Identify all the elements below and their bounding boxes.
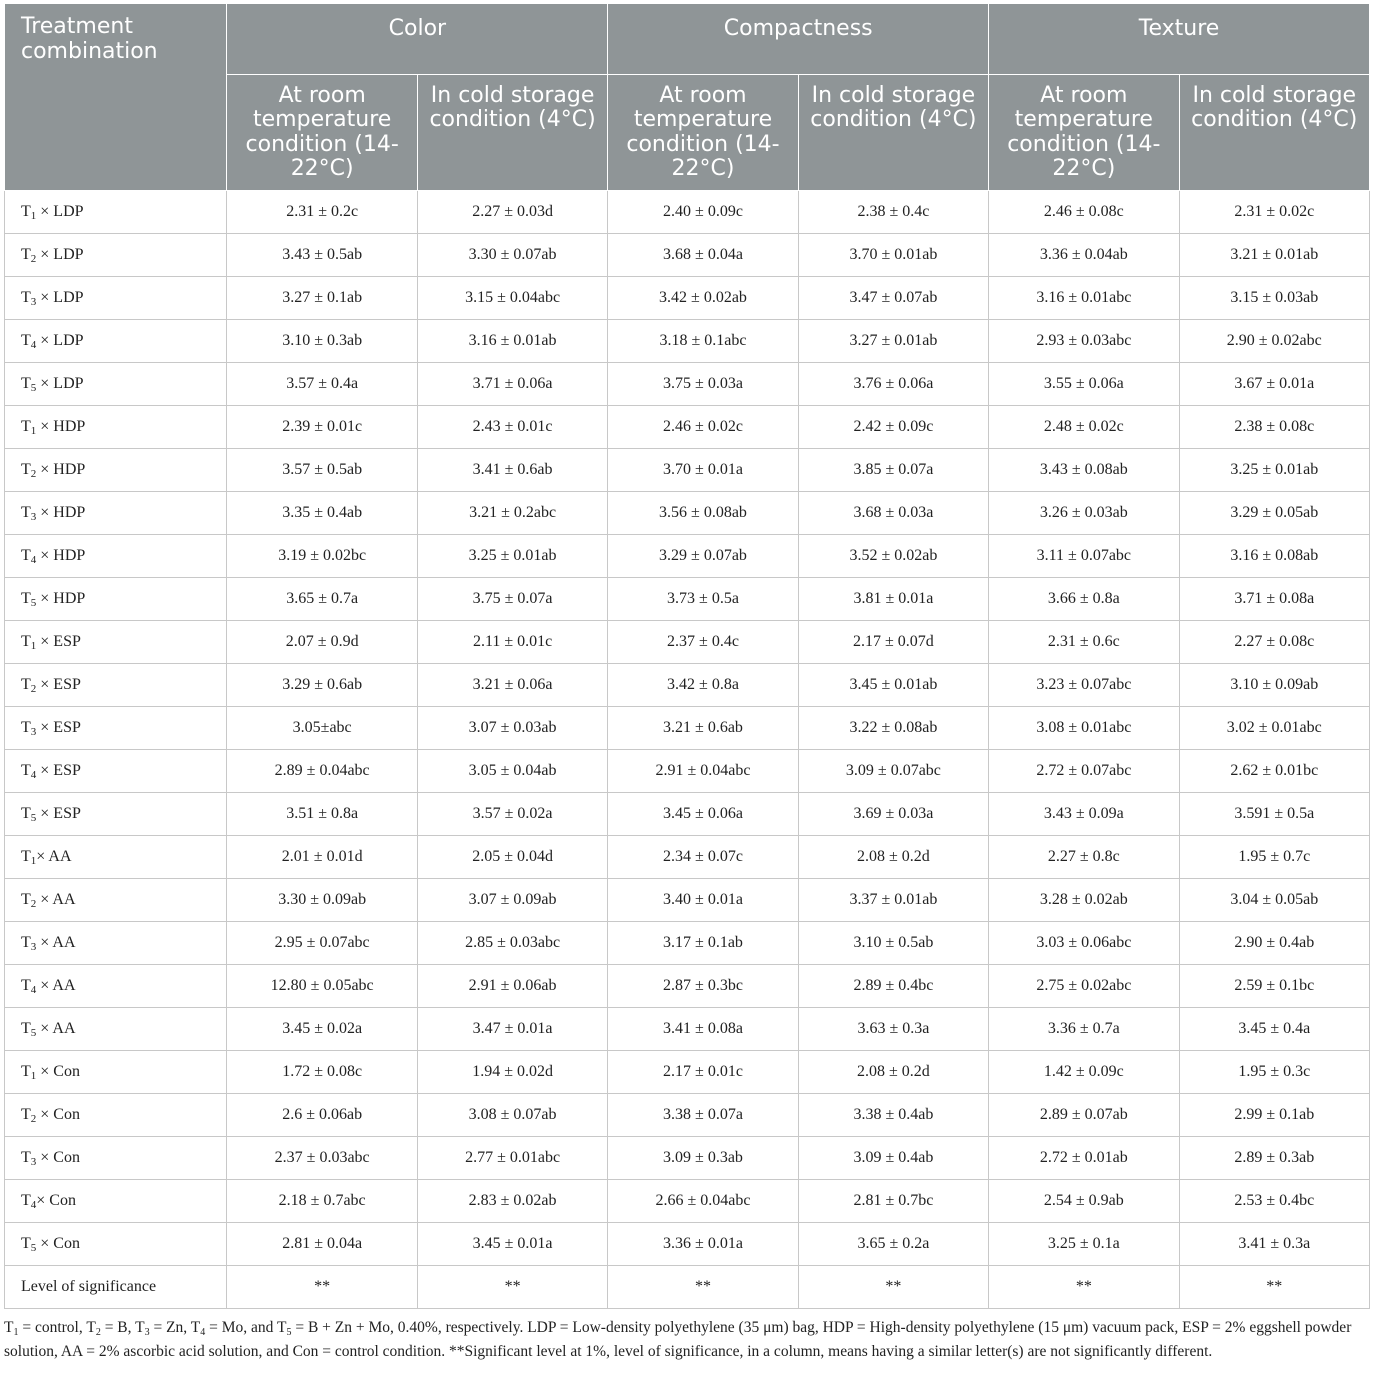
table-cell: 3.51 ± 0.8a xyxy=(227,792,417,835)
table-cell: 3.21 ± 0.06a xyxy=(417,663,607,706)
table-cell: 2.08 ± 0.2d xyxy=(798,835,988,878)
table-cell: 3.41 ± 0.08a xyxy=(608,1007,798,1050)
table-row xyxy=(5,1222,1370,1265)
table-row xyxy=(5,663,1370,706)
table-cell: 2.89 ± 0.04abc xyxy=(227,749,417,792)
table-cell: 2.18 ± 0.7abc xyxy=(227,1179,417,1222)
treatment-label: $T_3$ × ESP xyxy=(5,706,227,749)
treatment-label: $T_3$ × AA xyxy=(5,921,227,964)
table-cell: 2.40 ± 0.09c xyxy=(608,190,798,233)
table-cell: 1.95 ± 0.7c xyxy=(1179,835,1369,878)
table-row xyxy=(5,577,1370,620)
table-cell: 3.02 ± 0.01abc xyxy=(1179,706,1369,749)
table-cell: 3.05±abc xyxy=(227,706,417,749)
table-cell: 3.57 ± 0.5ab xyxy=(227,448,417,491)
treatment-label: $T_3$ × LDP xyxy=(5,276,227,319)
table-cell: 3.29 ± 0.05ab xyxy=(1179,491,1369,534)
table-cell: 3.16 ± 0.01abc xyxy=(989,276,1179,319)
table-cell: 2.54 ± 0.9ab xyxy=(989,1179,1179,1222)
table-cell: 2.46 ± 0.02c xyxy=(608,405,798,448)
table-cell: 3.43 ± 0.08ab xyxy=(989,448,1179,491)
table-cell: 2.17 ± 0.01c xyxy=(608,1050,798,1093)
table-row xyxy=(5,233,1370,276)
table-cell: 3.19 ± 0.02bc xyxy=(227,534,417,577)
table-cell: 2.53 ± 0.4bc xyxy=(1179,1179,1369,1222)
treatment-label: $T_1$ × ESP xyxy=(5,620,227,663)
table-cell: 3.25 ± 0.01ab xyxy=(417,534,607,577)
table-row xyxy=(5,1007,1370,1050)
table-cell: 3.30 ± 0.09ab xyxy=(227,878,417,921)
table-cell: 3.15 ± 0.04abc xyxy=(417,276,607,319)
table-cell: 2.07 ± 0.9d xyxy=(227,620,417,663)
table-cell: 2.89 ± 0.07ab xyxy=(989,1093,1179,1136)
table-cell: 3.26 ± 0.03ab xyxy=(989,491,1179,534)
table-cell: 2.77 ± 0.01abc xyxy=(417,1136,607,1179)
table-row xyxy=(5,792,1370,835)
table-cell: 3.28 ± 0.02ab xyxy=(989,878,1179,921)
table-row xyxy=(5,878,1370,921)
table-row xyxy=(5,534,1370,577)
treatment-label: $T_2$ × ESP xyxy=(5,663,227,706)
table-cell: 1.94 ± 0.02d xyxy=(417,1050,607,1093)
table-footnote: $T_1$ = control, $T_2 = B$, $T_3 = Zn$, $T_4 = Mo$, and $T_5 = B + Zn + Mo$, 0.40%, respectively. LDP = Low-density polyethylene (35 μm) bag, HDP = High-density polyethylene (15 μm) vacuum pack, ESP = 2% eggshell powder solution, AA = 2% ascorbic acid solution, and Con = control condition. **Significant level at 1%, level of significance, in a column, means having a similar letter(s) are not significantly different. xyxy=(4,1319,1352,1360)
table-cell: 3.40 ± 0.01a xyxy=(608,878,798,921)
table-cell: 3.68 ± 0.04a xyxy=(608,233,798,276)
table-row xyxy=(5,1093,1370,1136)
table-cell: 2.91 ± 0.06ab xyxy=(417,964,607,1007)
table-cell: 3.03 ± 0.06abc xyxy=(989,921,1179,964)
table-cell: 3.66 ± 0.8a xyxy=(989,577,1179,620)
treatment-label: $T_3$ × HDP xyxy=(5,491,227,534)
table-cell: 3.17 ± 0.1ab xyxy=(608,921,798,964)
table-cell: 3.15 ± 0.03ab xyxy=(1179,276,1369,319)
table-cell: 3.38 ± 0.07a xyxy=(608,1093,798,1136)
treatment-label: $T_4$ × ESP xyxy=(5,749,227,792)
table-cell: 2.72 ± 0.01ab xyxy=(989,1136,1179,1179)
table-cell: 3.45 ± 0.01a xyxy=(417,1222,607,1265)
treatment-label: $T_4$ × LDP xyxy=(5,319,227,362)
table-cell: 2.46 ± 0.08c xyxy=(989,190,1179,233)
table-cell: 3.45 ± 0.01ab xyxy=(798,663,988,706)
table-cell: 1.72 ± 0.08c xyxy=(227,1050,417,1093)
table-cell: 3.11 ± 0.07abc xyxy=(989,534,1179,577)
table-cell: 3.25 ± 0.1a xyxy=(989,1222,1179,1265)
table-cell: 3.70 ± 0.01a xyxy=(608,448,798,491)
table-cell: 2.31 ± 0.2c xyxy=(227,190,417,233)
table-cell: 2.43 ± 0.01c xyxy=(417,405,607,448)
table-cell: 2.90 ± 0.02abc xyxy=(1179,319,1369,362)
table-cell: 2.6 ± 0.06ab xyxy=(227,1093,417,1136)
table-cell: 3.65 ± 0.2a xyxy=(798,1222,988,1265)
table-cell: 2.37 ± 0.4c xyxy=(608,620,798,663)
table-cell: 3.21 ± 0.6ab xyxy=(608,706,798,749)
table-cell: 1.42 ± 0.09c xyxy=(989,1050,1179,1093)
table-cell: 3.47 ± 0.01a xyxy=(417,1007,607,1050)
table-cell: 3.27 ± 0.01ab xyxy=(798,319,988,362)
table-cell: 2.08 ± 0.2d xyxy=(798,1050,988,1093)
table-row xyxy=(5,319,1370,362)
table-cell: 2.31 ± 0.02c xyxy=(1179,190,1369,233)
table-cell: 3.18 ± 0.1abc xyxy=(608,319,798,362)
table-cell: 3.55 ± 0.06a xyxy=(989,362,1179,405)
table-row xyxy=(5,921,1370,964)
table-cell: 3.25 ± 0.01ab xyxy=(1179,448,1369,491)
compactness-cold-storage-header: In cold storage condition (4°C) xyxy=(798,74,988,190)
treatment-label: $T_5$ × Con xyxy=(5,1222,227,1265)
table-cell: 3.591 ± 0.5a xyxy=(1179,792,1369,835)
table-row xyxy=(5,1179,1370,1222)
table-cell: 2.48 ± 0.02c xyxy=(989,405,1179,448)
table-cell: 3.37 ± 0.01ab xyxy=(798,878,988,921)
table-cell: 3.08 ± 0.01abc xyxy=(989,706,1179,749)
texture-cold-storage-header: In cold storage condition (4°C) xyxy=(1179,74,1369,190)
table-cell: 3.29 ± 0.6ab xyxy=(227,663,417,706)
table-cell: 3.41 ± 0.3a xyxy=(1179,1222,1369,1265)
table-cell: 3.36 ± 0.04ab xyxy=(989,233,1179,276)
table-row xyxy=(5,749,1370,792)
table-cell: 2.38 ± 0.4c xyxy=(798,190,988,233)
table-cell: 2.66 ± 0.04abc xyxy=(608,1179,798,1222)
treatment-label: $T_1$ × Con xyxy=(5,1050,227,1093)
treatment-label: $T_2$ × HDP xyxy=(5,448,227,491)
table-cell: 3.43 ± 0.09a xyxy=(989,792,1179,835)
table-cell: 3.29 ± 0.07ab xyxy=(608,534,798,577)
table-cell: 3.73 ± 0.5a xyxy=(608,577,798,620)
table-cell: 3.07 ± 0.03ab xyxy=(417,706,607,749)
table-cell: 3.63 ± 0.3a xyxy=(798,1007,988,1050)
table-cell: 3.43 ± 0.5ab xyxy=(227,233,417,276)
table-cell: 3.10 ± 0.3ab xyxy=(227,319,417,362)
treatment-label: $T_4\times$ Con xyxy=(5,1179,227,1222)
table-cell: 1.95 ± 0.3c xyxy=(1179,1050,1369,1093)
table-cell: 2.81 ± 0.7bc xyxy=(798,1179,988,1222)
table-cell: 3.75 ± 0.03a xyxy=(608,362,798,405)
table-cell: 3.47 ± 0.07ab xyxy=(798,276,988,319)
table-cell: 12.80 ± 0.05abc xyxy=(227,964,417,1007)
table-cell: 3.45 ± 0.4a xyxy=(1179,1007,1369,1050)
table-cell: 3.71 ± 0.08a xyxy=(1179,577,1369,620)
significance-value: ** xyxy=(798,1265,988,1308)
table-cell: 3.65 ± 0.7a xyxy=(227,577,417,620)
results-table xyxy=(4,4,1370,1309)
color-cold-storage-header: In cold storage condition (4°C) xyxy=(417,74,607,190)
table-cell: 3.16 ± 0.01ab xyxy=(417,319,607,362)
table-cell: 2.62 ± 0.01bc xyxy=(1179,749,1369,792)
table-cell: 3.23 ± 0.07abc xyxy=(989,663,1179,706)
table-cell: 3.68 ± 0.03a xyxy=(798,491,988,534)
table-cell: 3.09 ± 0.3ab xyxy=(608,1136,798,1179)
table-cell: 2.91 ± 0.04abc xyxy=(608,749,798,792)
significance-value: ** xyxy=(989,1265,1179,1308)
table-cell: 2.83 ± 0.02ab xyxy=(417,1179,607,1222)
table-cell: 2.05 ± 0.04d xyxy=(417,835,607,878)
treatment-label: $T_4$ × AA xyxy=(5,964,227,1007)
treatment-label: $T_1$ × LDP xyxy=(5,190,227,233)
table-cell: 3.27 ± 0.1ab xyxy=(227,276,417,319)
significance-value: ** xyxy=(417,1265,607,1308)
texture-group-header: Texture xyxy=(989,4,1370,74)
table-cell: 3.16 ± 0.08ab xyxy=(1179,534,1369,577)
table-cell: 3.57 ± 0.4a xyxy=(227,362,417,405)
table-cell: 2.93 ± 0.03abc xyxy=(989,319,1179,362)
table-cell: 2.27 ± 0.03d xyxy=(417,190,607,233)
table-row xyxy=(5,1050,1370,1093)
compactness-group-header: Compactness xyxy=(608,4,989,74)
table-cell: 2.39 ± 0.01c xyxy=(227,405,417,448)
table-cell: 3.09 ± 0.4ab xyxy=(798,1136,988,1179)
table-body xyxy=(5,190,1370,1308)
table-cell: 3.38 ± 0.4ab xyxy=(798,1093,988,1136)
significance-row xyxy=(5,1265,1370,1308)
table-cell: 3.30 ± 0.07ab xyxy=(417,233,607,276)
table-cell: 3.10 ± 0.5ab xyxy=(798,921,988,964)
table-cell: 2.37 ± 0.03abc xyxy=(227,1136,417,1179)
table-cell: 3.08 ± 0.07ab xyxy=(417,1093,607,1136)
table-cell: 3.41 ± 0.6ab xyxy=(417,448,607,491)
table-cell: 2.11 ± 0.01c xyxy=(417,620,607,663)
table-cell: 3.75 ± 0.07a xyxy=(417,577,607,620)
treatment-label: $T_2$ × AA xyxy=(5,878,227,921)
treatment-label: $T_2$ × LDP xyxy=(5,233,227,276)
table-cell: 3.21 ± 0.01ab xyxy=(1179,233,1369,276)
table-cell: 2.34 ± 0.07c xyxy=(608,835,798,878)
color-group-header: Color xyxy=(227,4,608,74)
table-row xyxy=(5,190,1370,233)
table-cell: 2.87 ± 0.3bc xyxy=(608,964,798,1007)
table-cell: 2.89 ± 0.4bc xyxy=(798,964,988,1007)
treatment-label: $T_1\times$ AA xyxy=(5,835,227,878)
table-row xyxy=(5,964,1370,1007)
table-cell: 2.75 ± 0.02abc xyxy=(989,964,1179,1007)
table-cell: 2.99 ± 0.1ab xyxy=(1179,1093,1369,1136)
table-cell: 2.38 ± 0.08c xyxy=(1179,405,1369,448)
table-cell: 3.81 ± 0.01a xyxy=(798,577,988,620)
table-cell: 2.72 ± 0.07abc xyxy=(989,749,1179,792)
table-row xyxy=(5,362,1370,405)
table-cell: 3.35 ± 0.4ab xyxy=(227,491,417,534)
table-cell: 3.67 ± 0.01a xyxy=(1179,362,1369,405)
treatment-combination-header: Treatment combination xyxy=(5,4,227,190)
treatment-label: $T_1$ × HDP xyxy=(5,405,227,448)
table-row xyxy=(5,620,1370,663)
table-cell: 3.09 ± 0.07abc xyxy=(798,749,988,792)
table-cell: 3.21 ± 0.2abc xyxy=(417,491,607,534)
treatment-label: $T_5$ × LDP xyxy=(5,362,227,405)
table-row xyxy=(5,405,1370,448)
color-room-temp-header: At room temperature condition (14-22°C) xyxy=(227,74,417,190)
table-cell: 2.01 ± 0.01d xyxy=(227,835,417,878)
table-row xyxy=(5,276,1370,319)
table-cell: 3.85 ± 0.07a xyxy=(798,448,988,491)
treatment-label: $T_5$ × ESP xyxy=(5,792,227,835)
treatment-label: $T_3$ × Con xyxy=(5,1136,227,1179)
table-cell: 3.05 ± 0.04ab xyxy=(417,749,607,792)
table-cell: 2.85 ± 0.03abc xyxy=(417,921,607,964)
table-row xyxy=(5,706,1370,749)
table-cell: 3.36 ± 0.01a xyxy=(608,1222,798,1265)
table-cell: 2.17 ± 0.07d xyxy=(798,620,988,663)
treatment-label: $T_5$ × HDP xyxy=(5,577,227,620)
table-row xyxy=(5,835,1370,878)
table-cell: 2.27 ± 0.8c xyxy=(989,835,1179,878)
treatment-label: $T_4$ × HDP xyxy=(5,534,227,577)
table-row xyxy=(5,448,1370,491)
table-row xyxy=(5,491,1370,534)
table-cell: 2.90 ± 0.4ab xyxy=(1179,921,1369,964)
table-row xyxy=(5,1136,1370,1179)
table-cell: 3.56 ± 0.08ab xyxy=(608,491,798,534)
table-cell: 3.45 ± 0.02a xyxy=(227,1007,417,1050)
table-cell: 2.31 ± 0.6c xyxy=(989,620,1179,663)
table-cell: 3.52 ± 0.02ab xyxy=(798,534,988,577)
treatment-label: $T_2$ × Con xyxy=(5,1093,227,1136)
significance-value: ** xyxy=(608,1265,798,1308)
table-cell: 3.07 ± 0.09ab xyxy=(417,878,607,921)
table-cell: 3.42 ± 0.02ab xyxy=(608,276,798,319)
table-cell: 2.89 ± 0.3ab xyxy=(1179,1136,1369,1179)
treatment-label: $T_5$ × AA xyxy=(5,1007,227,1050)
significance-value: ** xyxy=(227,1265,417,1308)
table-cell: 3.04 ± 0.05ab xyxy=(1179,878,1369,921)
table-cell: 3.36 ± 0.7a xyxy=(989,1007,1179,1050)
table-cell: 3.71 ± 0.06a xyxy=(417,362,607,405)
table-cell: 3.69 ± 0.03a xyxy=(798,792,988,835)
table-cell: 2.95 ± 0.07abc xyxy=(227,921,417,964)
table-cell: 2.27 ± 0.08c xyxy=(1179,620,1369,663)
texture-room-temp-header: At room temperature condition (14-22°C) xyxy=(989,74,1179,190)
table-cell: 2.81 ± 0.04a xyxy=(227,1222,417,1265)
significance-value: ** xyxy=(1179,1265,1369,1308)
compactness-room-temp-header: At room temperature condition (14-22°C) xyxy=(608,74,798,190)
table-cell: 3.10 ± 0.09ab xyxy=(1179,663,1369,706)
table-cell: 3.22 ± 0.08ab xyxy=(798,706,988,749)
table-cell: 3.42 ± 0.8a xyxy=(608,663,798,706)
table-cell: 3.57 ± 0.02a xyxy=(417,792,607,835)
table-cell: 3.76 ± 0.06a xyxy=(798,362,988,405)
table-cell: 3.45 ± 0.06a xyxy=(608,792,798,835)
table-cell: 3.70 ± 0.01ab xyxy=(798,233,988,276)
table-cell: 2.42 ± 0.09c xyxy=(798,405,988,448)
significance-label: Level of significance xyxy=(5,1265,227,1308)
table-cell: 2.59 ± 0.1bc xyxy=(1179,964,1369,1007)
